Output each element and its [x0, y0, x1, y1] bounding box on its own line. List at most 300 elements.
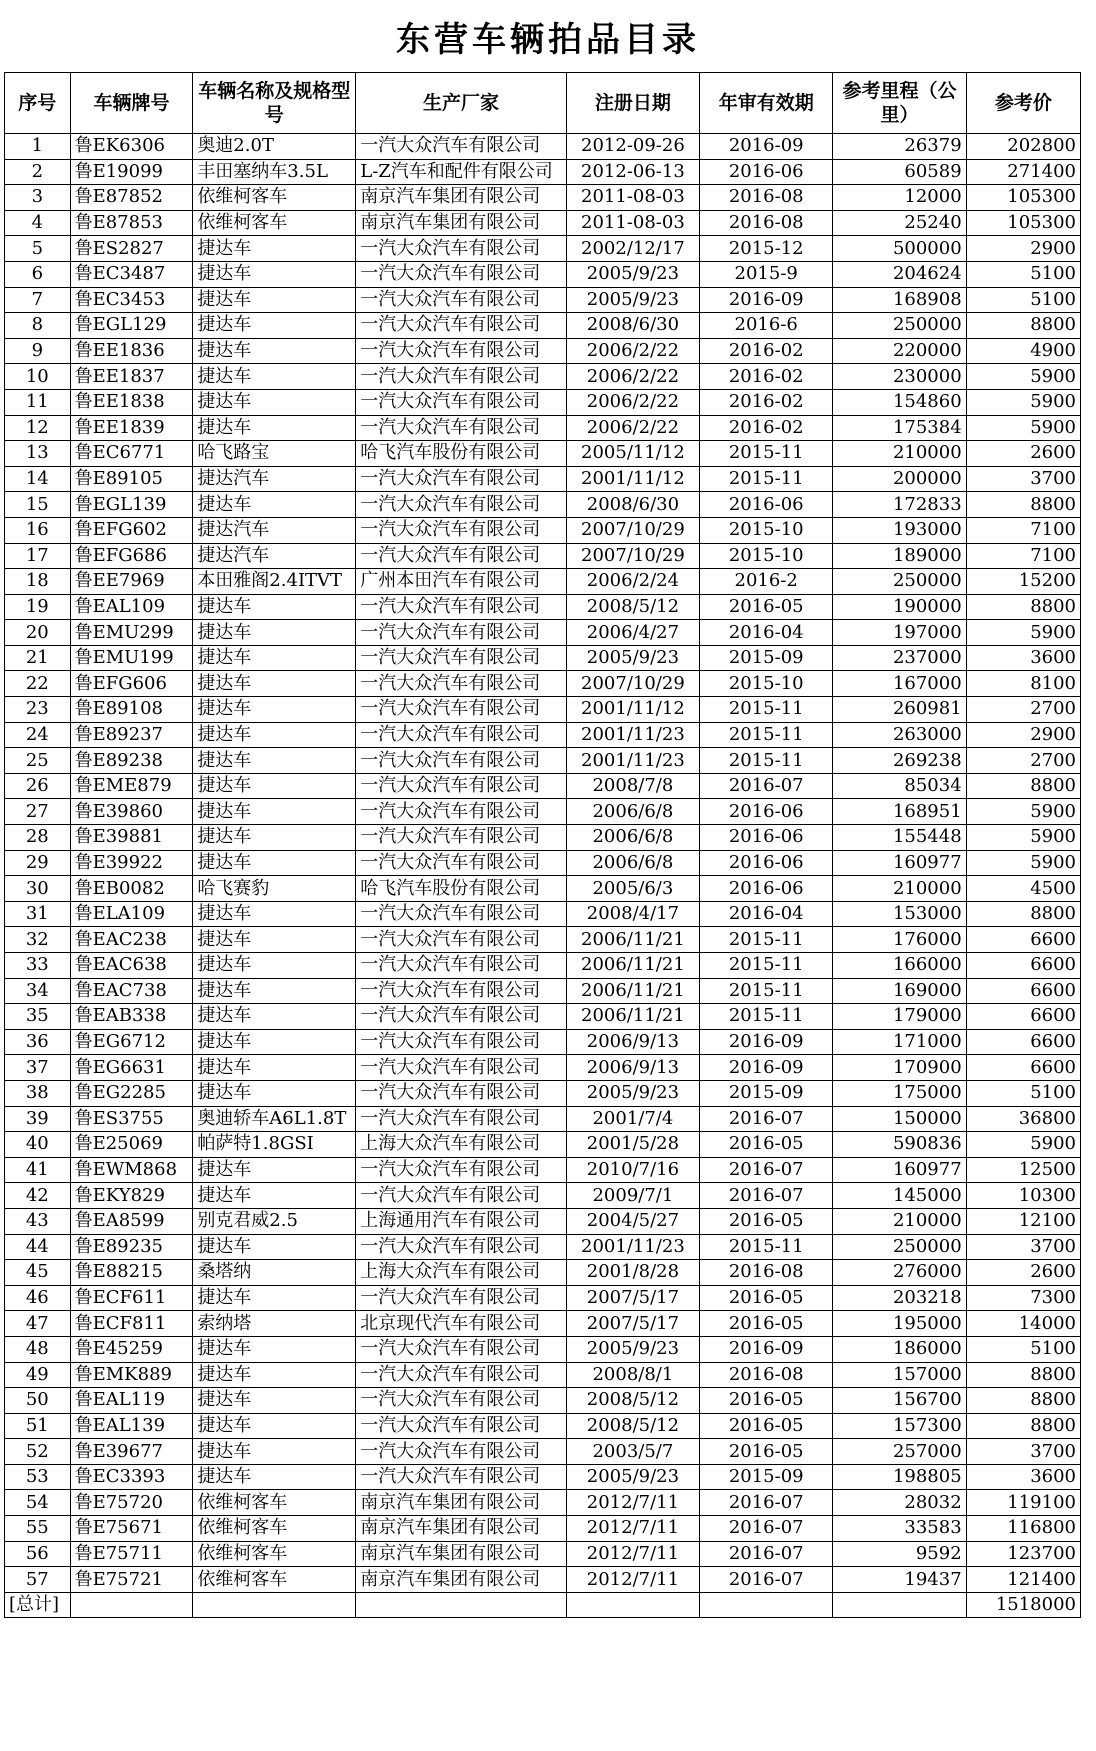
table-row [5, 825, 1081, 851]
register-date-cell: 2012-06-13 [566, 159, 699, 185]
model-cell: 捷达车 [193, 1285, 356, 1311]
mileage-cell: 179000 [833, 1004, 966, 1030]
register-date-cell: 2006/6/8 [566, 850, 699, 876]
model-cell: 捷达车 [193, 492, 356, 518]
mileage-cell: 230000 [833, 364, 966, 390]
register-date-cell: 2006/9/13 [566, 1055, 699, 1081]
maker-cell: 一汽大众汽车有限公司 [356, 134, 567, 160]
mileage-cell: 156700 [833, 1388, 966, 1414]
mileage-cell: 157300 [833, 1413, 966, 1439]
inspection-cell: 2016-08 [700, 185, 833, 211]
model-cell: 依维柯客车 [193, 185, 356, 211]
register-date-cell: 2008/8/1 [566, 1362, 699, 1388]
register-date-cell: 2001/11/23 [566, 748, 699, 774]
maker-cell: 一汽大众汽车有限公司 [356, 927, 567, 953]
model-cell: 桑塔纳 [193, 1260, 356, 1286]
index-cell: 18 [5, 569, 71, 595]
header-cell: 注册日期 [566, 73, 699, 134]
mileage-cell: 145000 [833, 1183, 966, 1209]
table-row [5, 1541, 1081, 1567]
inspection-cell: 2016-06 [700, 825, 833, 851]
index-cell: 28 [5, 825, 71, 851]
price-cell: 3700 [966, 1439, 1080, 1465]
inspection-cell: 2016-04 [700, 901, 833, 927]
price-cell: 5100 [966, 1080, 1080, 1106]
register-date-cell: 2008/4/17 [566, 901, 699, 927]
price-cell: 2700 [966, 748, 1080, 774]
inspection-cell: 2016-2 [700, 569, 833, 595]
table-row [5, 1285, 1081, 1311]
plate-cell: 鲁EE1838 [70, 389, 193, 415]
index-cell: 6 [5, 261, 71, 287]
mileage-cell: 168951 [833, 799, 966, 825]
model-cell: 捷达汽车 [193, 517, 356, 543]
table-row [5, 671, 1081, 697]
inspection-cell: 2016-05 [700, 594, 833, 620]
index-cell: 57 [5, 1567, 71, 1593]
model-cell: 捷达车 [193, 1439, 356, 1465]
model-cell: 丰田塞纳车3.5L [193, 159, 356, 185]
plate-cell: 鲁EWM868 [70, 1157, 193, 1183]
inspection-cell: 2016-09 [700, 1029, 833, 1055]
model-cell: 帕萨特1.8GSI [193, 1132, 356, 1158]
plate-cell: 鲁E75720 [70, 1490, 193, 1516]
table-row [5, 722, 1081, 748]
register-date-cell: 2007/5/17 [566, 1285, 699, 1311]
mileage-cell: 237000 [833, 645, 966, 671]
maker-cell: 一汽大众汽车有限公司 [356, 1004, 567, 1030]
price-cell: 6600 [966, 953, 1080, 979]
inspection-cell: 2016-05 [700, 1311, 833, 1337]
mileage-cell: 26379 [833, 134, 966, 160]
inspection-cell: 2016-09 [700, 287, 833, 313]
price-cell: 5900 [966, 1132, 1080, 1158]
plate-cell: 鲁E75711 [70, 1541, 193, 1567]
inspection-cell: 2016-07 [700, 1516, 833, 1542]
maker-cell: 一汽大众汽车有限公司 [356, 901, 567, 927]
index-cell: 20 [5, 620, 71, 646]
maker-cell: 哈飞汽车股份有限公司 [356, 876, 567, 902]
model-cell: 捷达车 [193, 953, 356, 979]
price-cell: 8100 [966, 671, 1080, 697]
empty-cell [833, 1592, 966, 1618]
register-date-cell: 2012/7/11 [566, 1516, 699, 1542]
plate-cell: 鲁EGL139 [70, 492, 193, 518]
table-row [5, 1234, 1081, 1260]
mileage-cell: 166000 [833, 953, 966, 979]
header-cell: 参考价 [966, 73, 1080, 134]
plate-cell: 鲁EC3393 [70, 1464, 193, 1490]
model-cell: 捷达车 [193, 415, 356, 441]
index-cell: 45 [5, 1260, 71, 1286]
table-row [5, 466, 1081, 492]
table-row [5, 594, 1081, 620]
register-date-cell: 2005/9/23 [566, 1080, 699, 1106]
model-cell: 索纳塔 [193, 1311, 356, 1337]
mileage-cell: 260981 [833, 697, 966, 723]
plate-cell: 鲁E45259 [70, 1336, 193, 1362]
plate-cell: 鲁E75671 [70, 1516, 193, 1542]
table-row [5, 517, 1081, 543]
index-cell: 56 [5, 1541, 71, 1567]
index-cell: 13 [5, 441, 71, 467]
inspection-cell: 2015-11 [700, 978, 833, 1004]
price-cell: 10300 [966, 1183, 1080, 1209]
register-date-cell: 2011-08-03 [566, 185, 699, 211]
plate-cell: 鲁ES3755 [70, 1106, 193, 1132]
plate-cell: 鲁EAL139 [70, 1413, 193, 1439]
model-cell: 奥迪2.0T [193, 134, 356, 160]
price-cell: 8800 [966, 1413, 1080, 1439]
table-row [5, 338, 1081, 364]
inspection-cell: 2016-04 [700, 620, 833, 646]
inspection-cell: 2015-10 [700, 543, 833, 569]
model-cell: 依维柯客车 [193, 210, 356, 236]
plate-cell: 鲁EAC638 [70, 953, 193, 979]
table-row [5, 261, 1081, 287]
inspection-cell: 2015-10 [700, 671, 833, 697]
table-row [5, 1464, 1081, 1490]
index-cell: 29 [5, 850, 71, 876]
price-cell: 6600 [966, 927, 1080, 953]
index-cell: 10 [5, 364, 71, 390]
price-cell: 105300 [966, 210, 1080, 236]
price-cell: 6600 [966, 1029, 1080, 1055]
index-cell: 43 [5, 1208, 71, 1234]
inspection-cell: 2015-11 [700, 927, 833, 953]
model-cell: 哈飞路宝 [193, 441, 356, 467]
model-cell: 依维柯客车 [193, 1567, 356, 1593]
mileage-cell: 60589 [833, 159, 966, 185]
table-row [5, 441, 1081, 467]
price-cell: 3600 [966, 645, 1080, 671]
table-row [5, 799, 1081, 825]
maker-cell: 一汽大众汽车有限公司 [356, 748, 567, 774]
plate-cell: 鲁E75721 [70, 1567, 193, 1593]
model-cell: 捷达汽车 [193, 543, 356, 569]
price-cell: 5900 [966, 620, 1080, 646]
maker-cell: 一汽大众汽车有限公司 [356, 1234, 567, 1260]
register-date-cell: 2007/10/29 [566, 671, 699, 697]
mileage-cell: 590836 [833, 1132, 966, 1158]
maker-cell: 一汽大众汽车有限公司 [356, 1029, 567, 1055]
inspection-cell: 2015-11 [700, 697, 833, 723]
maker-cell: 一汽大众汽车有限公司 [356, 1336, 567, 1362]
register-date-cell: 2006/9/13 [566, 1029, 699, 1055]
mileage-cell: 172833 [833, 492, 966, 518]
inspection-cell: 2016-05 [700, 1208, 833, 1234]
table-row [5, 569, 1081, 595]
maker-cell: 南京汽车集团有限公司 [356, 210, 567, 236]
plate-cell: 鲁EG6631 [70, 1055, 193, 1081]
plate-cell: 鲁EGL129 [70, 313, 193, 339]
mileage-cell: 176000 [833, 927, 966, 953]
price-cell: 12100 [966, 1208, 1080, 1234]
plate-cell: 鲁EAL109 [70, 594, 193, 620]
maker-cell: 一汽大众汽车有限公司 [356, 594, 567, 620]
mileage-cell: 276000 [833, 1260, 966, 1286]
price-cell: 202800 [966, 134, 1080, 160]
plate-cell: 鲁E89105 [70, 466, 193, 492]
model-cell: 哈飞赛豹 [193, 876, 356, 902]
model-cell: 捷达车 [193, 364, 356, 390]
register-date-cell: 2008/5/12 [566, 594, 699, 620]
model-cell: 捷达车 [193, 1234, 356, 1260]
index-cell: 34 [5, 978, 71, 1004]
inspection-cell: 2016-08 [700, 1260, 833, 1286]
register-date-cell: 2007/10/29 [566, 543, 699, 569]
maker-cell: 一汽大众汽车有限公司 [356, 338, 567, 364]
price-cell: 6600 [966, 1055, 1080, 1081]
index-cell: 5 [5, 236, 71, 262]
index-cell: 21 [5, 645, 71, 671]
price-cell: 5900 [966, 850, 1080, 876]
plate-cell: 鲁EC6771 [70, 441, 193, 467]
register-date-cell: 2002/12/17 [566, 236, 699, 262]
plate-cell: 鲁EC3487 [70, 261, 193, 287]
register-date-cell: 2006/2/22 [566, 364, 699, 390]
header-cell: 年审有效期 [700, 73, 833, 134]
inspection-cell: 2015-11 [700, 466, 833, 492]
mileage-cell: 250000 [833, 313, 966, 339]
index-cell: 19 [5, 594, 71, 620]
index-cell: 25 [5, 748, 71, 774]
plate-cell: 鲁EKY829 [70, 1183, 193, 1209]
maker-cell: 南京汽车集团有限公司 [356, 1541, 567, 1567]
maker-cell: 南京汽车集团有限公司 [356, 1516, 567, 1542]
maker-cell: 一汽大众汽车有限公司 [356, 1106, 567, 1132]
index-cell: 44 [5, 1234, 71, 1260]
price-cell: 15200 [966, 569, 1080, 595]
model-cell: 捷达车 [193, 748, 356, 774]
index-cell: 9 [5, 338, 71, 364]
inspection-cell: 2016-09 [700, 134, 833, 160]
table-row [5, 1132, 1081, 1158]
table-row [5, 850, 1081, 876]
table-row [5, 1029, 1081, 1055]
price-cell: 5900 [966, 825, 1080, 851]
model-cell: 捷达车 [193, 825, 356, 851]
maker-cell: 一汽大众汽车有限公司 [356, 773, 567, 799]
model-cell: 捷达车 [193, 850, 356, 876]
inspection-cell: 2016-09 [700, 1336, 833, 1362]
table-row [5, 1208, 1081, 1234]
table-row [5, 773, 1081, 799]
maker-cell: 一汽大众汽车有限公司 [356, 364, 567, 390]
inspection-cell: 2015-09 [700, 645, 833, 671]
header-cell: 序号 [5, 73, 71, 134]
table-row [5, 1567, 1081, 1593]
price-cell: 8800 [966, 594, 1080, 620]
inspection-cell: 2016-05 [700, 1132, 833, 1158]
mileage-cell: 193000 [833, 517, 966, 543]
model-cell: 捷达车 [193, 697, 356, 723]
table-row [5, 134, 1081, 160]
maker-cell: 上海大众汽车有限公司 [356, 1132, 567, 1158]
table-row [5, 415, 1081, 441]
register-date-cell: 2006/2/22 [566, 389, 699, 415]
plate-cell: 鲁E39922 [70, 850, 193, 876]
maker-cell: L-Z汽车和配件有限公司 [356, 159, 567, 185]
index-cell: 11 [5, 389, 71, 415]
model-cell: 捷达车 [193, 1157, 356, 1183]
plate-cell: 鲁EMK889 [70, 1362, 193, 1388]
price-cell: 2600 [966, 441, 1080, 467]
inspection-cell: 2015-11 [700, 441, 833, 467]
plate-cell: 鲁EFG686 [70, 543, 193, 569]
plate-cell: 鲁EAC738 [70, 978, 193, 1004]
total-label: [总计] [5, 1592, 71, 1618]
maker-cell: 上海通用汽车有限公司 [356, 1208, 567, 1234]
price-cell: 4900 [966, 338, 1080, 364]
price-cell: 12500 [966, 1157, 1080, 1183]
table-row [5, 1413, 1081, 1439]
inspection-cell: 2015-10 [700, 517, 833, 543]
inspection-cell: 2016-06 [700, 850, 833, 876]
price-cell: 8800 [966, 773, 1080, 799]
plate-cell: 鲁E39860 [70, 799, 193, 825]
inspection-cell: 2016-05 [700, 1285, 833, 1311]
register-date-cell: 2006/4/27 [566, 620, 699, 646]
index-cell: 22 [5, 671, 71, 697]
register-date-cell: 2006/6/8 [566, 799, 699, 825]
mileage-cell: 210000 [833, 1208, 966, 1234]
index-cell: 30 [5, 876, 71, 902]
maker-cell: 上海大众汽车有限公司 [356, 1260, 567, 1286]
mileage-cell: 171000 [833, 1029, 966, 1055]
plate-cell: 鲁EAB338 [70, 1004, 193, 1030]
empty-cell [700, 1592, 833, 1618]
maker-cell: 南京汽车集团有限公司 [356, 1567, 567, 1593]
price-cell: 14000 [966, 1311, 1080, 1337]
header-row [5, 73, 1081, 134]
table-row [5, 620, 1081, 646]
plate-cell: 鲁EG6712 [70, 1029, 193, 1055]
index-cell: 14 [5, 466, 71, 492]
price-cell: 2600 [966, 1260, 1080, 1286]
plate-cell: 鲁EC3453 [70, 287, 193, 313]
model-cell: 别克君威2.5 [193, 1208, 356, 1234]
mileage-cell: 160977 [833, 850, 966, 876]
plate-cell: 鲁E89238 [70, 748, 193, 774]
index-cell: 46 [5, 1285, 71, 1311]
mileage-cell: 150000 [833, 1106, 966, 1132]
price-cell: 2900 [966, 236, 1080, 262]
price-cell: 119100 [966, 1490, 1080, 1516]
table-row [5, 1388, 1081, 1414]
register-date-cell: 2001/7/4 [566, 1106, 699, 1132]
register-date-cell: 2006/11/21 [566, 953, 699, 979]
price-cell: 3700 [966, 466, 1080, 492]
price-cell: 105300 [966, 185, 1080, 211]
plate-cell: 鲁EB0082 [70, 876, 193, 902]
index-cell: 36 [5, 1029, 71, 1055]
maker-cell: 一汽大众汽车有限公司 [356, 389, 567, 415]
model-cell: 捷达车 [193, 1055, 356, 1081]
model-cell: 奥迪轿车A6L1.8T [193, 1106, 356, 1132]
mileage-cell: 12000 [833, 185, 966, 211]
register-date-cell: 2008/7/8 [566, 773, 699, 799]
index-cell: 2 [5, 159, 71, 185]
plate-cell: 鲁E88215 [70, 1260, 193, 1286]
inspection-cell: 2016-07 [700, 1567, 833, 1593]
index-cell: 32 [5, 927, 71, 953]
inspection-cell: 2015-09 [700, 1080, 833, 1106]
inspection-cell: 2016-09 [700, 1055, 833, 1081]
table-row [5, 313, 1081, 339]
table-row [5, 697, 1081, 723]
table-row [5, 927, 1081, 953]
register-date-cell: 2012/7/11 [566, 1567, 699, 1593]
maker-cell: 一汽大众汽车有限公司 [356, 978, 567, 1004]
mileage-cell: 269238 [833, 748, 966, 774]
index-cell: 47 [5, 1311, 71, 1337]
plate-cell: 鲁ELA109 [70, 901, 193, 927]
table-row [5, 1183, 1081, 1209]
maker-cell: 一汽大众汽车有限公司 [356, 1183, 567, 1209]
mileage-cell: 220000 [833, 338, 966, 364]
price-cell: 2900 [966, 722, 1080, 748]
model-cell: 捷达车 [193, 1464, 356, 1490]
index-cell: 4 [5, 210, 71, 236]
mileage-cell: 168908 [833, 287, 966, 313]
mileage-cell: 160977 [833, 1157, 966, 1183]
maker-cell: 一汽大众汽车有限公司 [356, 1080, 567, 1106]
mileage-cell: 210000 [833, 876, 966, 902]
register-date-cell: 2012/7/11 [566, 1490, 699, 1516]
index-cell: 8 [5, 313, 71, 339]
index-cell: 54 [5, 1490, 71, 1516]
table-row [5, 287, 1081, 313]
mileage-cell: 175000 [833, 1080, 966, 1106]
inspection-cell: 2015-11 [700, 1234, 833, 1260]
register-date-cell: 2005/9/23 [566, 287, 699, 313]
register-date-cell: 2001/11/12 [566, 697, 699, 723]
maker-cell: 一汽大众汽车有限公司 [356, 620, 567, 646]
mileage-cell: 195000 [833, 1311, 966, 1337]
plate-cell: 鲁EME879 [70, 773, 193, 799]
index-cell: 51 [5, 1413, 71, 1439]
model-cell: 捷达车 [193, 799, 356, 825]
table-row [5, 645, 1081, 671]
model-cell: 捷达车 [193, 1362, 356, 1388]
index-cell: 48 [5, 1336, 71, 1362]
mileage-cell: 186000 [833, 1336, 966, 1362]
register-date-cell: 2006/2/24 [566, 569, 699, 595]
model-cell: 捷达车 [193, 671, 356, 697]
index-cell: 17 [5, 543, 71, 569]
register-date-cell: 2001/8/28 [566, 1260, 699, 1286]
register-date-cell: 2007/5/17 [566, 1311, 699, 1337]
maker-cell: 一汽大众汽车有限公司 [356, 517, 567, 543]
price-cell: 5900 [966, 389, 1080, 415]
price-cell: 8800 [966, 1362, 1080, 1388]
inspection-cell: 2016-07 [700, 1106, 833, 1132]
index-cell: 23 [5, 697, 71, 723]
mileage-cell: 200000 [833, 466, 966, 492]
price-cell: 121400 [966, 1567, 1080, 1593]
mileage-cell: 250000 [833, 569, 966, 595]
inspection-cell: 2016-07 [700, 1490, 833, 1516]
table-row [5, 1157, 1081, 1183]
table-row [5, 1362, 1081, 1388]
model-cell: 捷达车 [193, 1388, 356, 1414]
price-cell: 2700 [966, 697, 1080, 723]
table-row [5, 185, 1081, 211]
index-cell: 39 [5, 1106, 71, 1132]
register-date-cell: 2006/2/22 [566, 415, 699, 441]
model-cell: 捷达车 [193, 236, 356, 262]
